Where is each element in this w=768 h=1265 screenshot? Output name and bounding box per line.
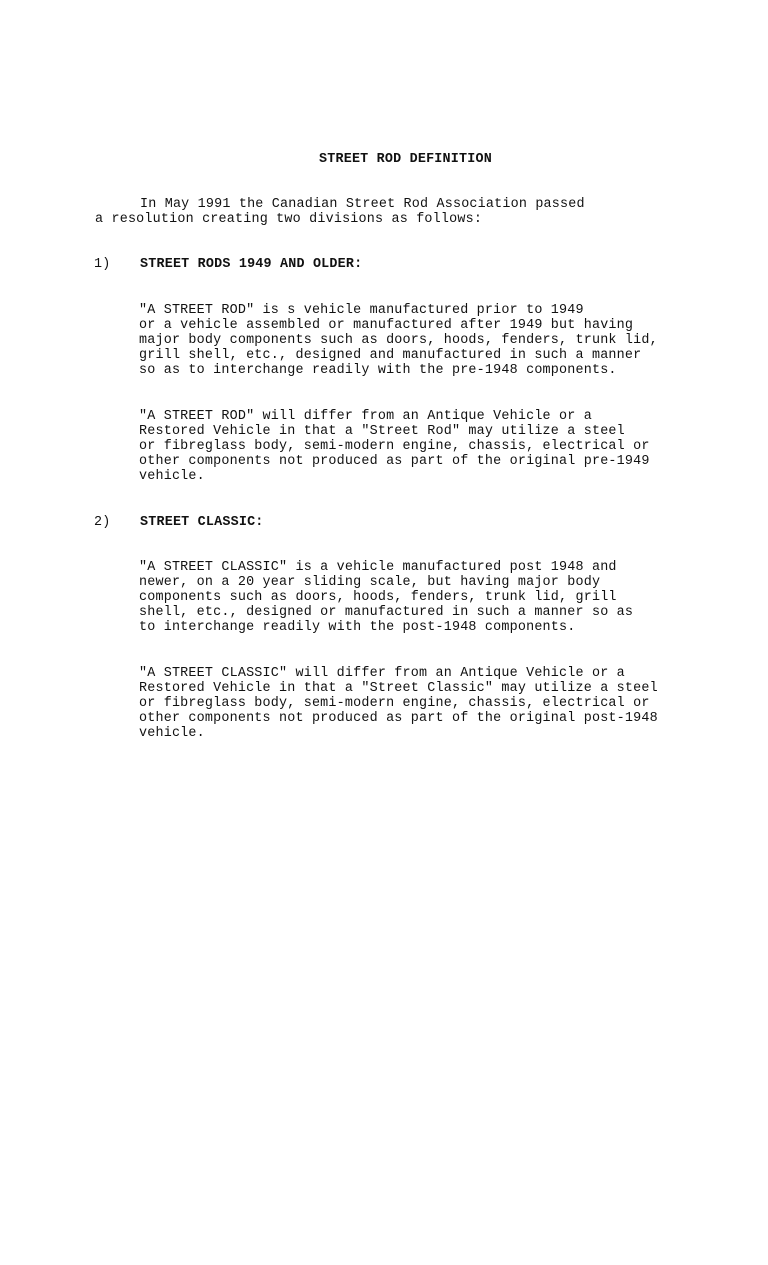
street-rod-difference-paragraph: "A STREET ROD" will differ from an Antique Vehicle or a Restored Vehicle in that a "Street Rod" may utilize a steel or fibreglass body, semi-modern engine, chassis, electrical or other components not produced as part of the original pre-1949 vehicle. [139, 409, 650, 485]
section-number-1: 1) [94, 257, 111, 272]
document-title: STREET ROD DEFINITION [319, 152, 492, 167]
section-heading-street-rods: STREET RODS 1949 AND OLDER: [140, 257, 363, 272]
section-number-2: 2) [94, 515, 111, 530]
street-rod-definition-paragraph: "A STREET ROD" is s vehicle manufactured prior to 1949 or a vehicle assembled or manufactured after 1949 but having major body components such as doors, hoods, fenders, trunk lid, grill shell, etc., designed and manufactured in such a manner so as to interchange readily with the pre-1948 components. [139, 303, 658, 379]
street-classic-difference-paragraph: "A STREET CLASSIC" will differ from an Antique Vehicle or a Restored Vehicle in that a "Street Classic" may utilize a steel or fibreglass body, semi-modern engine, chassis, electrical or other components not produced as part of the original post-1948 vehicle. [139, 666, 658, 742]
intro-line-2: a resolution creating two divisions as follows: [95, 212, 483, 227]
intro-line-1: In May 1991 the Canadian Street Rod Association passed [140, 197, 585, 212]
section-heading-street-classic: STREET CLASSIC: [140, 515, 264, 530]
street-classic-definition-paragraph: "A STREET CLASSIC" is a vehicle manufactured post 1948 and newer, on a 20 year sliding scale, but having major body components such as doors, hoods, fenders, trunk lid, grill shell, etc., designed or manufactured in such a manner so as to interchange readily with the post-1948 components. [139, 560, 634, 636]
